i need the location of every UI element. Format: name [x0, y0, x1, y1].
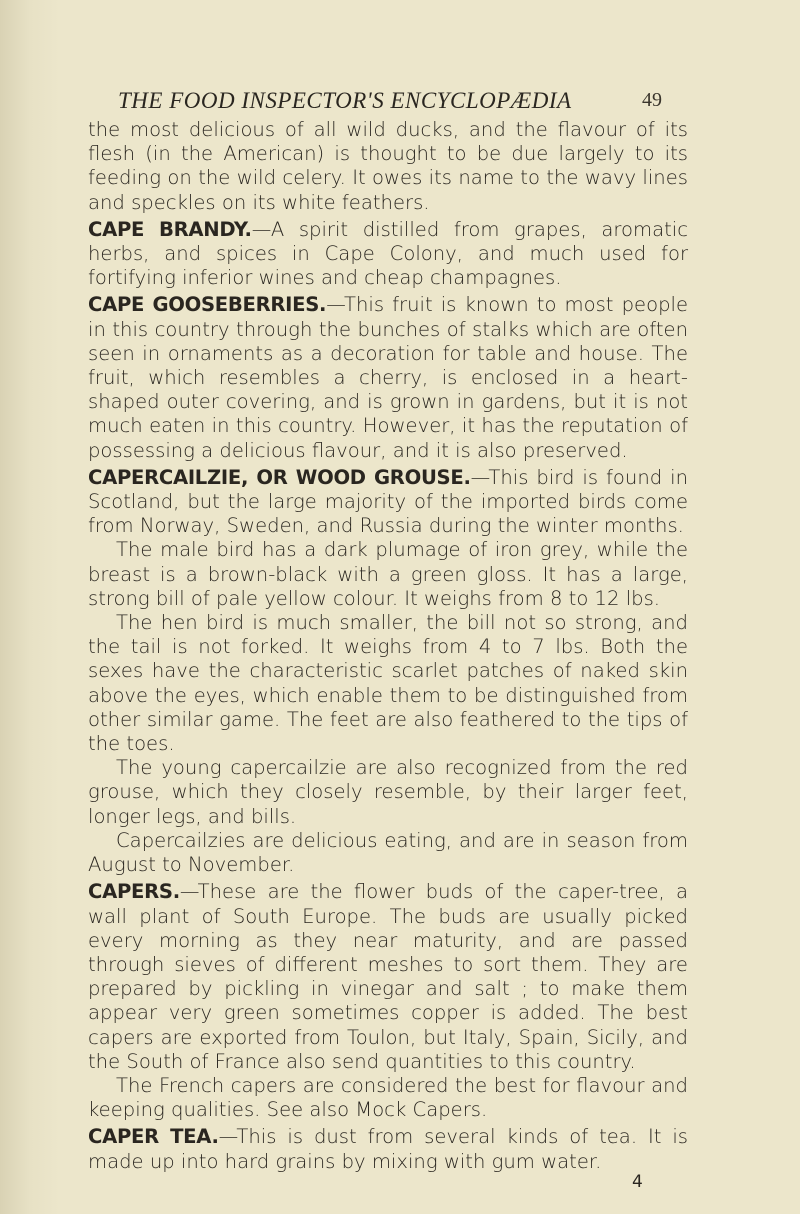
- headword: CAPE GOOSEBERRIES.: [88, 293, 327, 317]
- entry-text: —This bird is found in Scotland, but the large majority of the imported birds come from Norway, Sweden, and Russia during the winter months.: [88, 465, 688, 538]
- headword: CAPE BRANDY.: [88, 217, 252, 241]
- headword: CAPERS.: [88, 880, 180, 904]
- sub-paragraph: The hen bird is much smaller, the bill not so strong, and the tail is not forked. It weighs from 4 to 7 lbs. Both the sexes have the characteristic scarlet patches of naked skin above the eyes, which enable them to be distinguished from other similar game. The feet are also feathered to the tips of the toes.: [88, 611, 688, 756]
- entry-text: —This is dust from several kinds of tea. It is made up into hard grains by mixing with gum water.: [88, 1125, 688, 1173]
- sub-paragraph: Capercailzies are delicious eating, and are in season from August to November.: [88, 828, 688, 877]
- signature-mark: 4: [632, 1172, 643, 1192]
- sub-paragraph: The French capers are considered the best for flavour and keeping qualities. See also Mock Capers.: [88, 1073, 688, 1122]
- headword: CAPERCAILZIE, OR WOOD GROUSE.: [88, 465, 471, 489]
- entry-cape-brandy: [88, 218, 688, 291]
- entry-text: —This fruit is known to most people in this country through the bunches of stalks which are often seen in ornaments as a decoration for table and house. The fruit, which resembles a cherry, is enclosed in a heart-shaped outer covering, and is grown in gardens, but it is not much eaten in this country. However, it has the reputation of possessing a delicious flavour, and it is also preserved.: [88, 293, 689, 462]
- entry-capers: [88, 880, 688, 1074]
- sub-paragraph: The male bird has a dark plumage of iron grey, while the breast is a brown-black with a green gloss. It has a large, strong bill of pale yellow colour. It weighs from 8 to 12 lbs.: [88, 538, 688, 610]
- page-number: 49: [642, 89, 662, 111]
- entry-cape-gooseberries: [88, 293, 688, 462]
- entry-text: —These are the flower buds of the caper-tree, a wall plant of South Europe. The buds are usually picked every morning as they near maturity, and are passed through sieves of different meshes to sort them. They are prepared by pickling in vinegar and salt ; to make them appear very green sometimes copper is added. The best capers are exported from Toulon, but Italy, Spain, Sicily, and the South of France also send quantities to this country.: [88, 880, 688, 1073]
- entry-text: —A spirit distilled from grapes, aromatic herbs, and spices in Cape Colony, and much used for fortifying inferior wines and cheap champagnes.: [88, 217, 688, 290]
- page-body: [88, 118, 688, 1174]
- entry-caper-tea: [88, 1125, 688, 1173]
- sub-paragraph: The young capercailzie are also recognized from the red grouse, which they closely resemble, by their larger feet, longer legs, and bills.: [88, 756, 688, 828]
- continuation-paragraph: the most delicious of all wild ducks, and the flavour of its flesh (in the American) is thought to be due largely to its feeding on the wild celery. It owes its name to the wavy lines and speckles on its white feathers.: [88, 118, 688, 214]
- running-title: THE FOOD INSPECTOR'S ENCYCLOPÆDIA: [118, 88, 572, 113]
- entry-capercailzie: [88, 466, 688, 539]
- headword: CAPER TEA.: [88, 1125, 219, 1149]
